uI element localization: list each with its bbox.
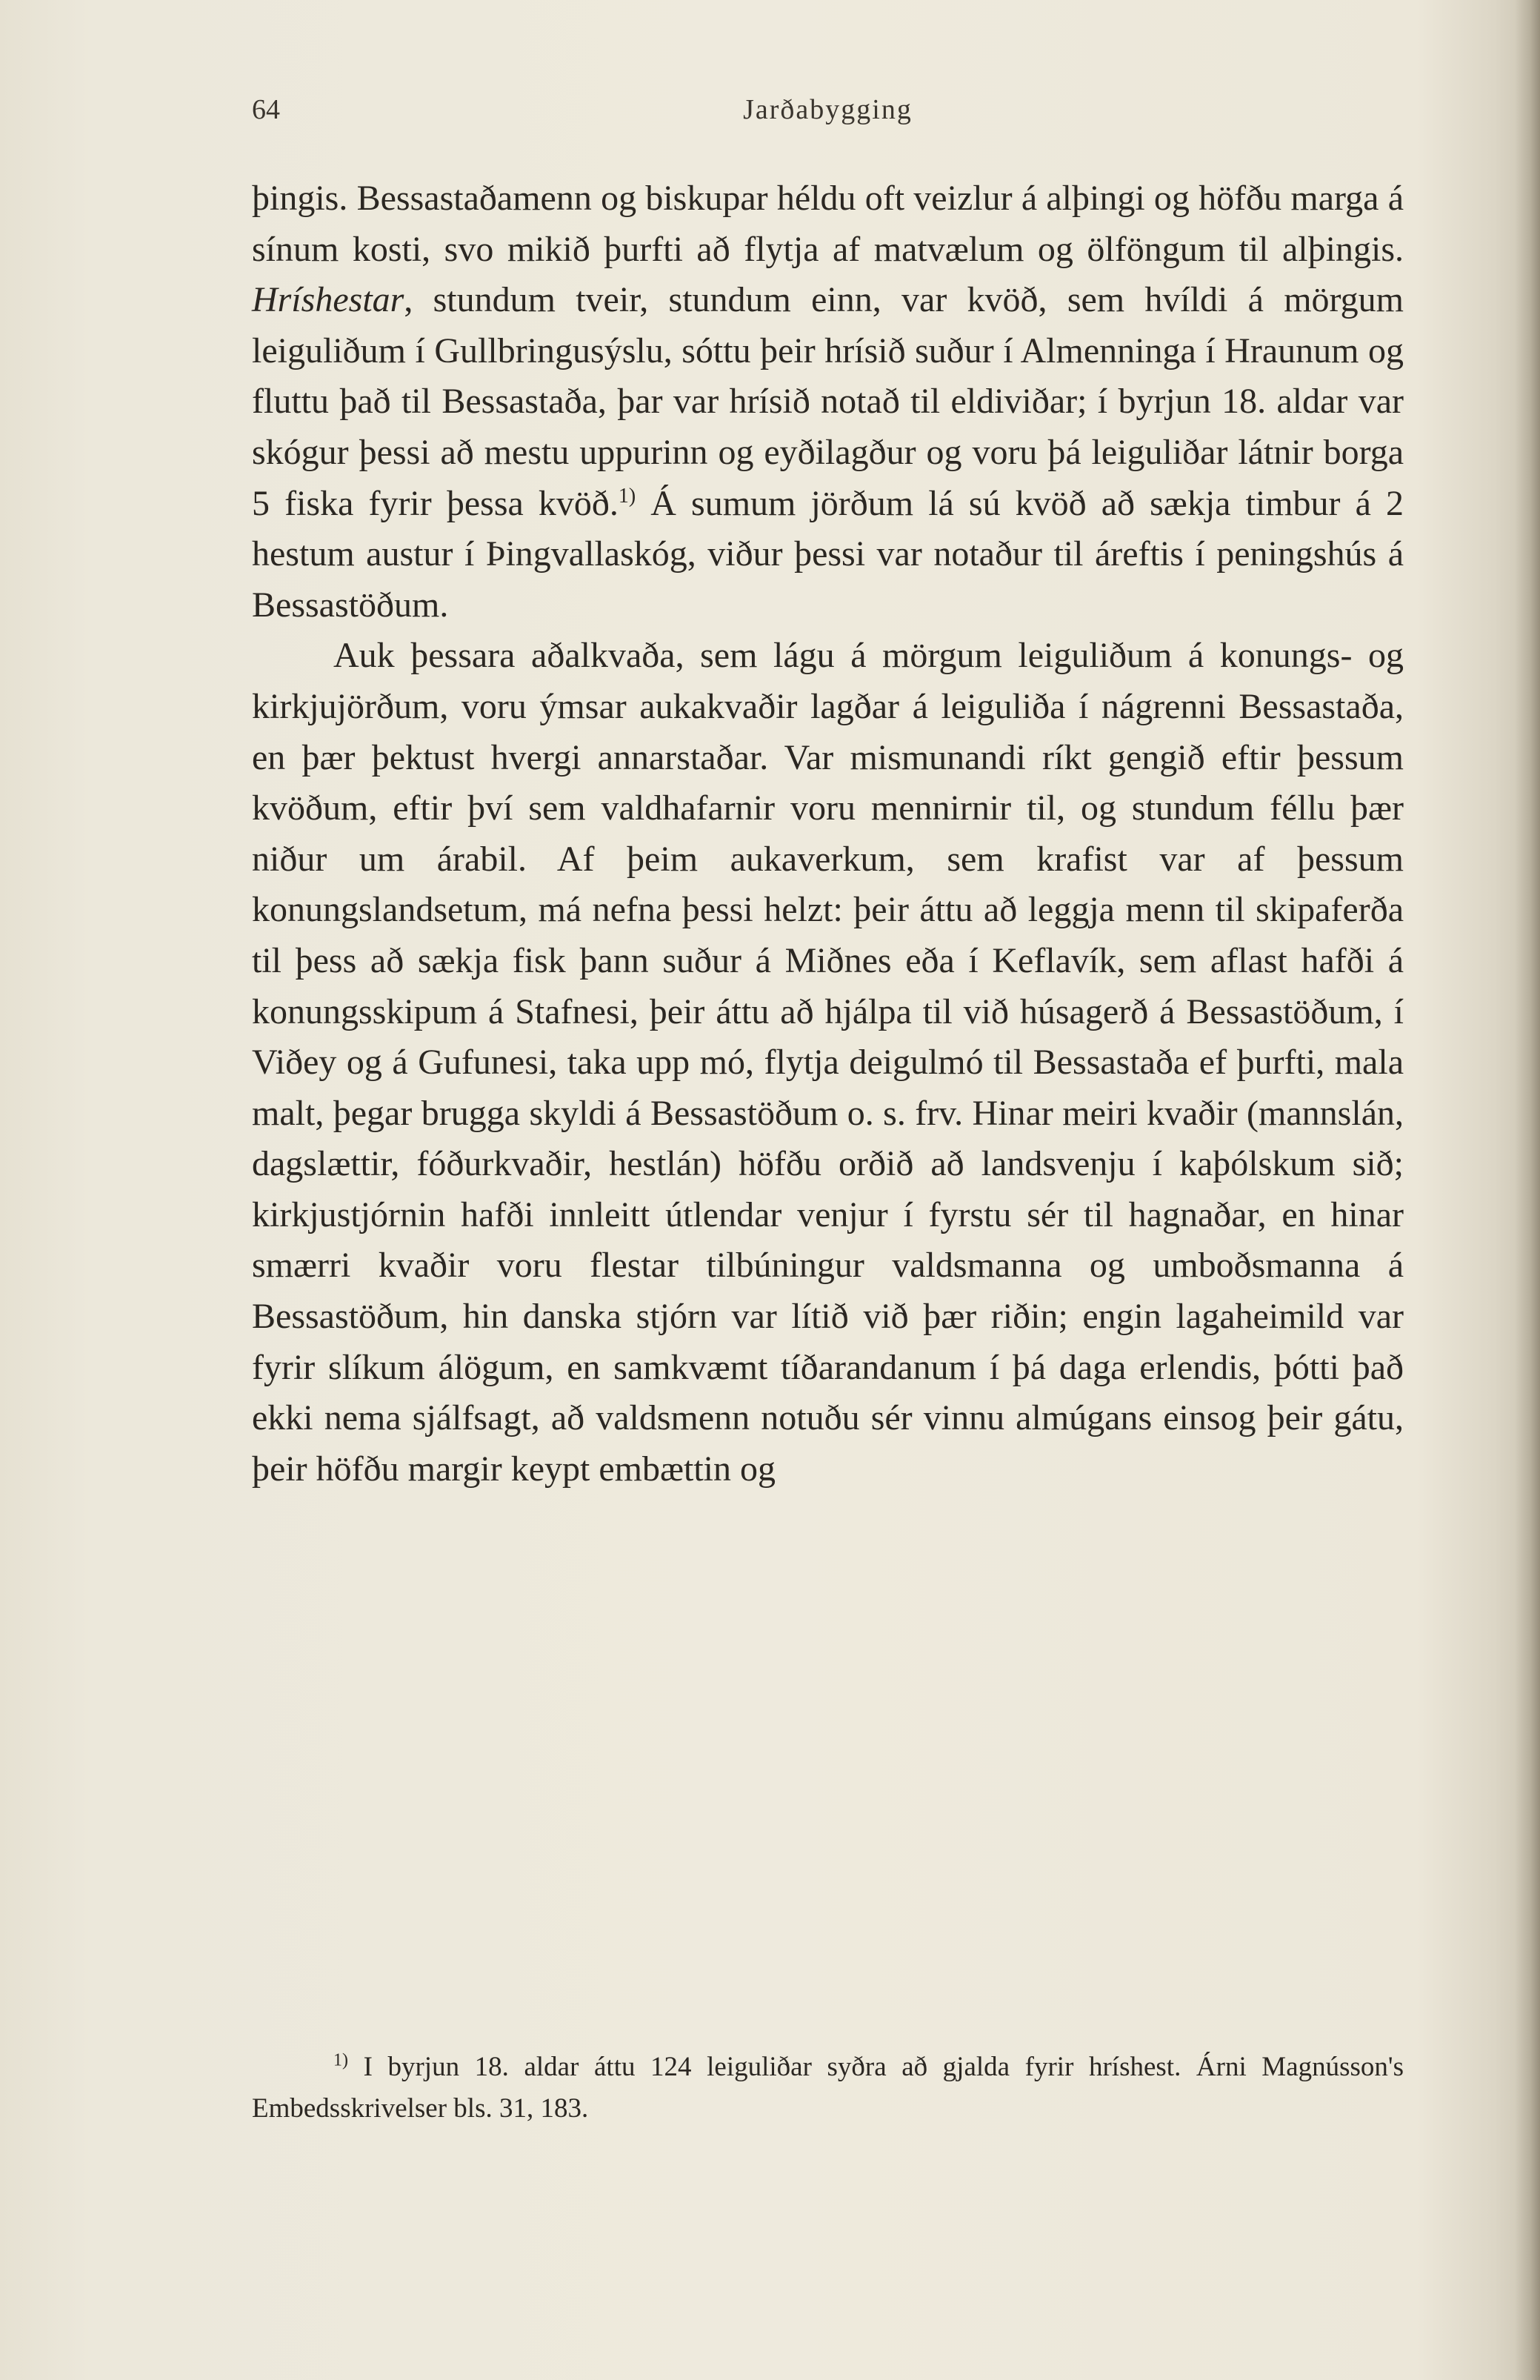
paragraph-1-italic-term: Hríshestar [252,280,404,320]
paragraph-1-text-a: þingis. Bessastaðamenn og biskupar héldu oft veizlur á alþingi og höfðu marga á sínum kosti, svo mikið þurfti að flytja af matvælum og ölföngum til alþingis. [252,179,1404,269]
page-edge-shadow [1515,0,1540,2380]
paragraph-1-text-b: , stundum tveir, stundum einn, var kvöð, sem hvíldi á mörgum leiguliðum í Gullbringusýslu, sóttu þeir hrísið suður í Almenninga í Hraunum og fluttu það til Bessastaða, þar var hrísið notað til eldiviðar; í byrjun 18. aldar var skógur þessi að mestu uppurinn og eyðilagður og voru þá leiguliðar látnir borga 5 fiska fyrir þessa kvöð. [252,280,1404,523]
paragraph-1 [252,173,1404,631]
footnote-text: I byrjun 18. aldar áttu 124 leiguliðar syðra að gjalda fyrir hríshest. Árni Magnússon's Embedsskrivelser bls. 31, 183. [252,2052,1404,2124]
footnote [252,2047,1404,2130]
paragraph-1-text-c: Á sumum jörðum lá sú kvöð að sækja timbur á 2 hestum austur í Þingvallaskóg, viður þessi var notaður til áreftis í peningshús á Bessastöðum. [252,483,1404,625]
body-text [252,173,1404,1495]
footnote-reference: 1) [618,484,636,508]
running-title: Jarðabygging [743,94,913,125]
footnote-paragraph [252,2047,1404,2130]
page-number: 64 [252,94,280,125]
page-header [252,93,1404,138]
footnote-mark: 1) [333,2050,348,2070]
paragraph-2: Auk þessara aðalkvaða, sem lágu á mörgum leiguliðum á konungs- og kirkjujörðum, voru ýmsar aukakvaðir lagðar á leiguliða í nágrenni Bessastaða, en þær þektust hvergi annarstaðar. Var mismunandi ríkt gengið eftir þessum kvöðum, eftir því sem valdhafarnir voru mennirnir til, og stundum féllu þær niður um árabil. Af þeim aukaverkum, sem krafist var af þessum konungslandsetum, má nefna þessi helzt: þeir áttu að leggja menn til skipaferða til þess að sækja fisk þann suður á Miðnes eða í Keflavík, sem aflast hafði á konungsskipum á Stafnesi, þeir áttu að hjálpa til við húsagerð á Bessastöðum, í Viðey og á Gufunesi, taka upp mó, flytja deigulmó til Bessastaða ef þurfti, mala malt, þegar brugga skyldi á Bessastöðum o. s. frv. Hinar meiri kvaðir (mannslán, dagslættir, fóðurkvaðir, hestlán) höfðu orðið að landsvenju í kaþólskum sið; kirkjustjórnin hafði innleitt útlendar venjur í fyrstu sér til hagnaðar, en hinar smærri kvaðir voru flestar tilbúningur valdsmanna og umboðsmanna á Bessastöðum, hin danska stjórn var lítið við þær riðin; engin lagaheimild var fyrir slíkum álögum, en samkvæmt tíðarandanum í þá daga erlendis, þótti það ekki nema sjálfsagt, að valdsmenn notuðu sér vinnu almúgans einsog þeir gátu, þeir höfðu margir keypt embættin og [252,636,1404,1489]
